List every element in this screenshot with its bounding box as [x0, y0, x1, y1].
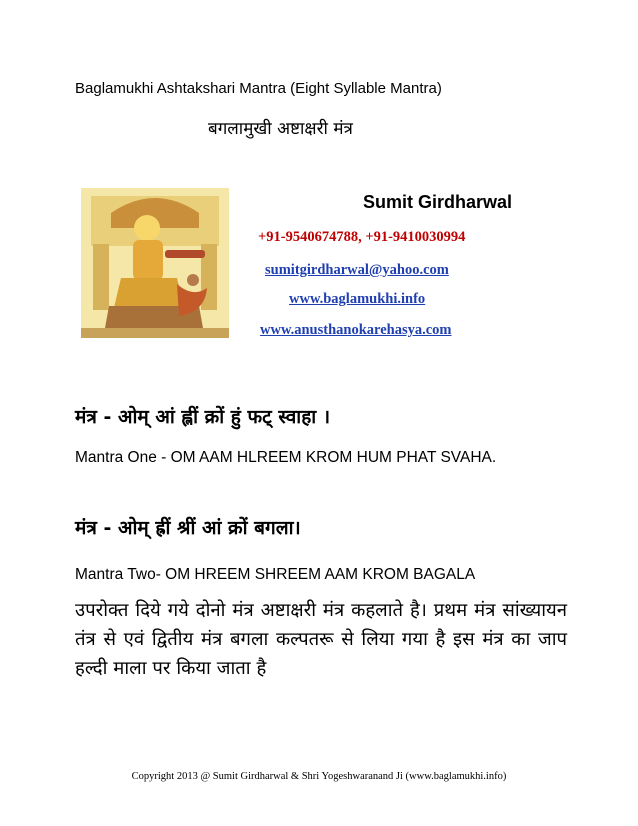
- mantra-two-hindi: मंत्र - ओम् ह्रीं श्रीं आं क्रों बगला।: [75, 517, 301, 539]
- contact-email-link[interactable]: sumitgirdharwal@yahoo.com: [265, 262, 449, 278]
- contact-phone: +91-9540674788, +91-9410030994: [258, 229, 466, 245]
- mantra-one-hindi: मंत्र - ओम् आं ह्लीं क्रों हुं फट् स्वाहा ।: [75, 406, 331, 428]
- goddess-illustration: [81, 188, 229, 338]
- explanation-paragraph: उपरोक्त दिये गये दोनो मंत्र अष्टाक्षरी मंत्र कहलाते है। प्रथम मंत्र सांख्यायन तंत्र से एवं द्वितीय मंत्र बगला कल्पतरू से लिया गया है इस मंत्र का जाप हल्दी माला पर किया जाता है: [75, 600, 567, 679]
- website-link-baglamukhi[interactable]: www.baglamukhi.info: [289, 291, 426, 307]
- mantra-one-english: Mantra One - OM AAM HLREEM KROM HUM PHAT SVAHA.: [75, 449, 497, 466]
- website-link-anusthanokarehasya[interactable]: www.anusthanokarehasya.com: [260, 322, 452, 338]
- page-title-english: Baglamukhi Ashtakshari Mantra (Eight Syllable Mantra): [75, 80, 442, 97]
- contact-name: Sumit Girdharwal: [363, 192, 513, 212]
- copyright-footer: Copyright 2013 @ Sumit Girdharwal & Shri Yogeshwaranand Ji (www.baglamukhi.info): [131, 771, 507, 782]
- page-title-hindi: बगलामुखी अष्टाक्षरी मंत्र: [208, 119, 353, 139]
- mantra-two-english: Mantra Two- OM HREEM SHREEM AAM KROM BAGALA: [75, 566, 476, 583]
